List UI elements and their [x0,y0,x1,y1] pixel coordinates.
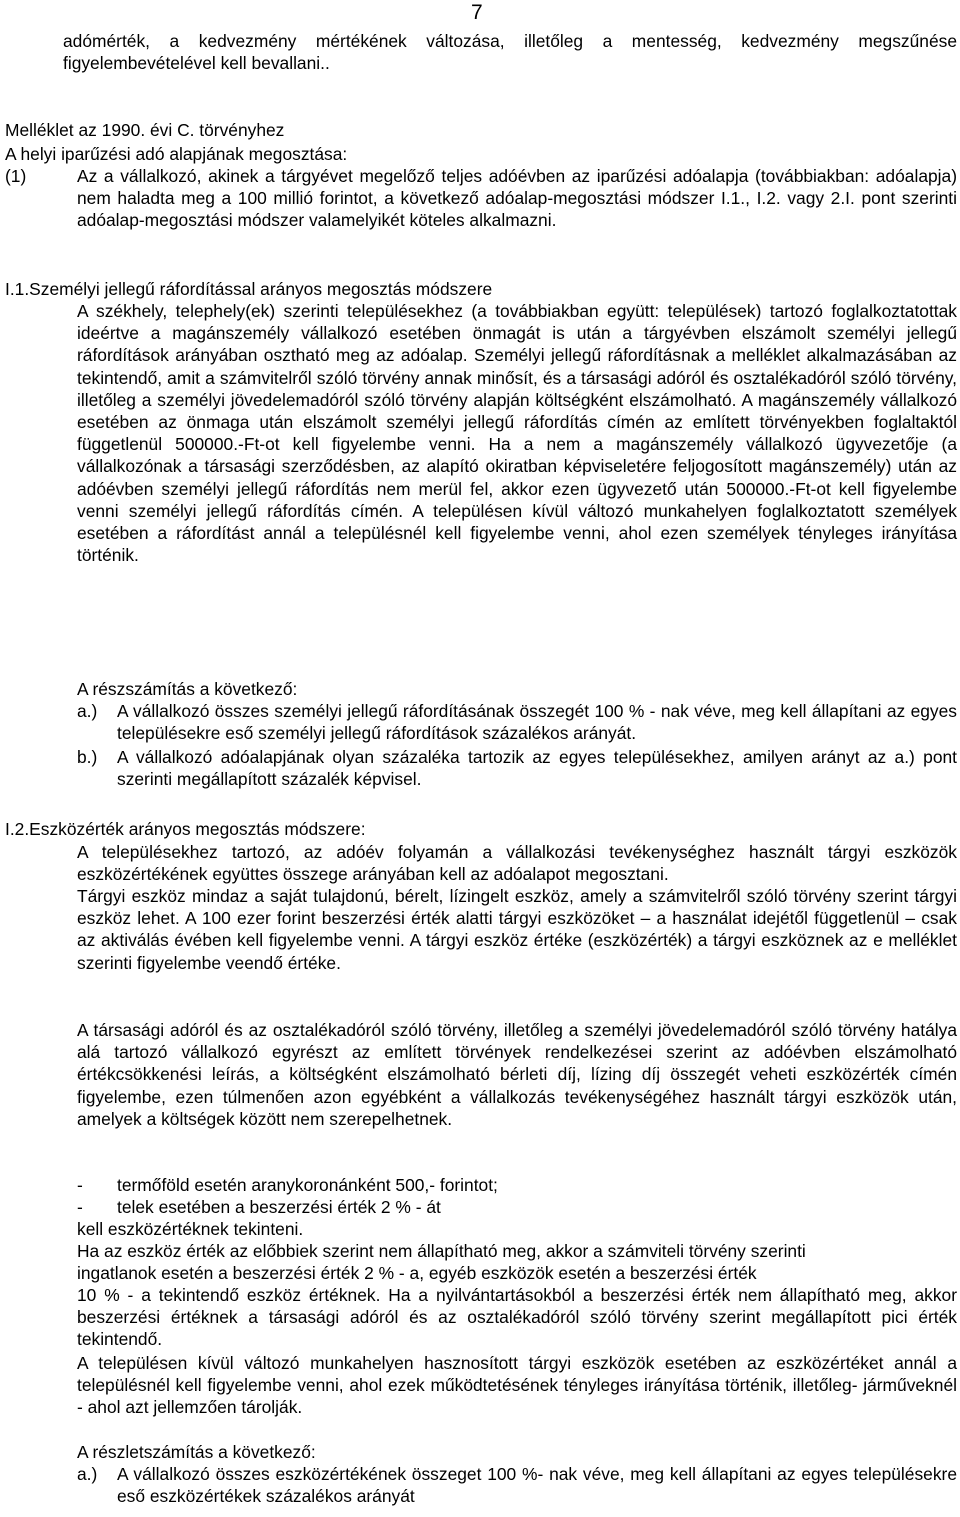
section-i2-para-1: A településekhez tartozó, az adóév folyamán a vállalkozási tevékenységhez használt tárgyi eszközök eszközértékének együttes összege arányában kell az adóalapot megosztani. [77,842,957,885]
section-i1-item-b-text: A vállalkozó adóalapjának olyan százaléka tartozik az egyes településekhez, amilyen arányt az a.) pont szerinti megállapított százalék képvisel. [117,747,957,790]
after-dash-text: kell eszközértéknek tekinteni. [77,1219,304,1239]
dash-item-1: termőföld esetén aranykoronánként 500,- forintot; [117,1175,498,1195]
paragraph-1-text: Az a vállalkozó, akinek a tárgyévet megelőző teljes adóévben az iparűzési adóalapja (továbbiakban: adóalapja) nem haladta meg a 100 millió forintot, a következő adóalap-megosztási módszer I.1., I.2. vagy 2.I. pont szerinti adóalap-megosztási módszer valamelyikét köteles alkalmazni. [77,166,957,231]
dash-marker-2: - [77,1197,83,1217]
section-i2-heading: I.2.Eszközérték arányos megosztás módszere: [5,819,366,839]
annex-subtitle: A helyi iparűzési adó alapjának megosztása: [5,144,348,164]
section-i2-para-5: A településen kívül változó munkahelyen hasznosított tárgyi eszközök esetében az eszközértéket annál a településnél kell figyelembe venni, ahol ezek működtetésének tényleges irányítása történik, illetőleg- járműveknél - ahol azt jellemzően tárolják. [77,1353,957,1418]
section-i2-para-4-rest: 10 % - a tekintendő eszköz értéknek. Ha a nyilvántartásokból a beszerzési érték nem állapítható meg, akkor beszerzési értéknek a társasági adóról és az osztalékadóról szóló törvény szerint megállapított pici érték tekintendő. [77,1285,957,1350]
intro-continuation: adómérték, a kedvezmény mértékének változása, illetőleg a mentesség, kedvezmény megszűnése figyelembevételével kell bevallani.. [63,31,957,74]
section-i2-para-4-line-1: Ha az eszköz érték az előbbiek szerint nem állapítható meg, akkor a számviteli törvény szerinti [77,1241,806,1261]
section-i2-item-a-label: a.) [77,1464,98,1484]
section-i2-para-2: Tárgyi eszköz mindaz a saját tulajdonú, bérelt, lízingelt eszköz, amely a számvitelről szóló törvény szerint tárgyi eszköz lehet. A 100 ezer forint beszerzési érték alatti tárgyi eszközöket – a használat idejétől függetlenül – csak az aktiválás évében kell figyelembe venni. A tárgyi eszköz értéke (eszközérték) a tárgyi eszköznek az e melléklet szerinti figyelembe veendő értéke. [77,886,957,973]
paragraph-1-label: (1) [5,166,27,186]
section-i1-body: A székhely, telephely(ek) szerinti településekhez (a továbbiakban együtt: települések) tartozó foglalkoztatottak ideértve a magánszemély vállalkozó esetében önmagát is után a tárgyévben elszámolt személyi jellegű ráfordítások arányában osztható meg az adóalap. Személyi jellegű ráfordításnak a melléklet alkalmazásában az tekintendő, amit a számvitelről szóló törvény annak minősít, és a társasági adóról és osztalékadóról szóló törvény, illetőleg a személyi jövedelemadóról szóló törvény alapján költségként elszámolható. A magánszemély vállalkozó esetében az önmaga után elszámolt személyi jellegű ráfordítás címén az említett törvényekben foglaltaktól függetlenül 500000.-Ft-ot kell figyelembe venni. Ha a nem a magánszemély vállalkozó ügyvezetője (a vállalkozónak a társasági szerződésben, az alapító okiratban képviseletére feljogosított magánszemély) után az adóévben személyi jellegű ráfordítás nem merül fel, akkor ezen ügyvezető után 500000.-Ft-ot kell figyelembe venni személyi jellegű ráfordítás címén. A településen kívül változó munkahelyen foglalkoztatott személyek esetében a ráfordítást annál a településnél kell figyelembe venni, ahol ezen személyek tényleges irányítása történik. [77,301,957,566]
section-i1-item-a-label: a.) [77,701,98,721]
dash-item-2: telek esetében a beszerzési érték 2 % - át [117,1197,441,1217]
section-i2-para-4-line-2: ingatlanok esetén a beszerzési érték 2 % - a, egyéb eszközök esetén a beszerzési érték [77,1263,757,1283]
section-i1-item-a-text: A vállalkozó összes személyi jellegű ráfordításának összegét 100 % - nak véve, meg kell állapítani az egyes településekre eső személyi jellegű ráfordítások százalékos arányát. [117,701,957,744]
section-i1-item-b-label: b.) [77,747,98,767]
section-i1-heading: I.1.Személyi jellegű ráfordítással arányos megosztás módszere [5,279,493,299]
section-i1-calc-heading: A részszámítás a következő: [77,679,298,699]
page-number: 7 [471,1,483,24]
annex-title: Melléklet az 1990. évi C. törvényhez [5,120,285,140]
section-i2-para-3: A társasági adóról és az osztalékadóról szóló törvény, illetőleg a személyi jövedelemadóról szóló törvény hatálya alá tartozó vállalkozó egyrészt az említett törvények rendelkezései szerint az adóévben elszámolható értékcsökkenési leírás, a költségként elszámolható bérleti díj, lízing díj összegét veheti eszközérték címén figyelembe, ezen túlmenően azon egyébként a vállalkozás tevékenységéhez használt tárgyi eszközök után, amelyek a költségek között nem szerepelhetnek. [77,1020,957,1129]
section-i2-calc-heading: A részletszámítás a következő: [77,1442,316,1462]
section-i2-item-a-text: A vállalkozó összes eszközértékének összeget 100 %- nak véve, meg kell állapítani az egyes településekre eső eszközértékek százalékos arányát [117,1464,957,1507]
dash-marker-1: - [77,1175,83,1195]
